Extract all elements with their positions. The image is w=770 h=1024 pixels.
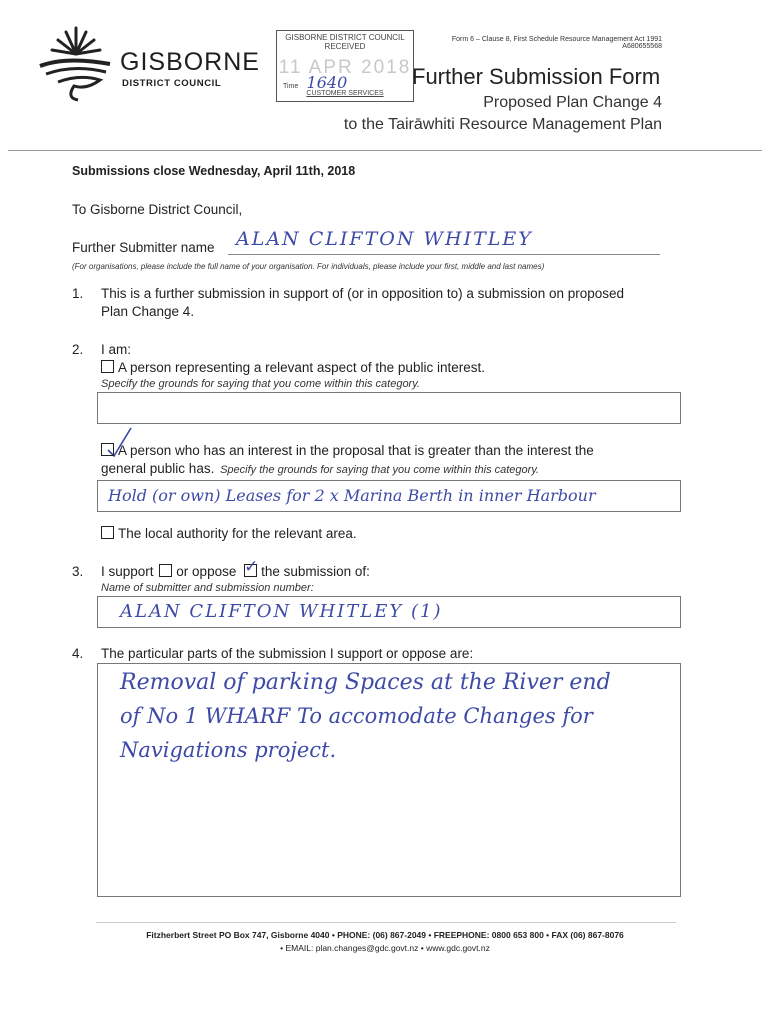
- submission-parts-line-1: Removal of parking Spaces at the River end: [120, 670, 611, 695]
- form-subtitle-plan-change: Proposed Plan Change 4: [483, 94, 662, 111]
- item-3-number: 3.: [72, 564, 84, 579]
- item-2-label: I am:: [101, 342, 132, 357]
- footer-divider: [96, 922, 676, 923]
- stamp-time-label: Time: [283, 83, 299, 90]
- item-4-label: The particular parts of the submission I support or oppose are:: [101, 646, 474, 661]
- option-greater-interest-cont: [101, 461, 539, 476]
- header-divider: [8, 150, 762, 151]
- submitter-reference-field[interactable]: [97, 596, 681, 628]
- greater-interest-checkbox[interactable]: [101, 443, 114, 456]
- greater-interest-grounds-value: Hold (or own) Leases for 2 x Marina Berth in inner Harbour: [108, 486, 596, 505]
- org-name: GISBORNE: [120, 48, 260, 76]
- submitter-name-field[interactable]: [228, 226, 660, 255]
- council-logo-icon: [36, 14, 116, 104]
- support-label: I support: [101, 564, 154, 579]
- stamp-date: 11 APR 2018: [278, 57, 412, 78]
- document-id: A680655568: [622, 43, 662, 50]
- addressee: To Gisborne District Council,: [72, 202, 243, 217]
- local-authority-label: The local authority for the relevant area.: [118, 526, 357, 541]
- support-checkbox[interactable]: [159, 564, 172, 577]
- greater-interest-label: A person who has an interest in the proposal that is greater than the interest the: [118, 443, 594, 458]
- submission-parts-line-2: of No 1 WHARF To accomodate Changes for: [120, 704, 593, 728]
- stamp-department: CUSTOMER SERVICES: [306, 90, 384, 97]
- item-2-number: 2.: [72, 342, 84, 357]
- oppose-checkbox[interactable]: [244, 564, 257, 577]
- form-reference: [426, 36, 662, 50]
- option-public-interest[interactable]: [101, 360, 485, 375]
- submitter-name-note: (For organisations, please include the full name of your organisation. For individuals, please include your first, middle and last names): [72, 262, 545, 271]
- submission-parts-field[interactable]: [97, 663, 681, 897]
- stamp-time-value: 1640: [306, 73, 348, 92]
- item-1-text: This is a further submission in support of (or in opposition to) a submission on proposed: [101, 286, 625, 301]
- submission-deadline: Submissions close Wednesday, April 11th, 2018: [72, 164, 356, 178]
- item-1-text-cont: Plan Change 4.: [101, 304, 195, 319]
- submission-parts-line-3: Navigations project.: [120, 738, 337, 762]
- item-3-line: [101, 564, 370, 579]
- local-authority-checkbox[interactable]: [101, 526, 114, 539]
- received-stamp: [276, 30, 414, 102]
- item-4-number: 4.: [72, 646, 84, 661]
- item-3-spec: Name of submitter and submission number:: [101, 582, 314, 594]
- form-subtitle-plan: to the Tairāwhiti Resource Management Plan: [343, 116, 662, 133]
- greater-interest-spec: Specify the grounds for saying that you come within this category.: [220, 464, 540, 476]
- stamp-received: RECEIVED: [324, 42, 366, 51]
- public-interest-checkbox[interactable]: [101, 360, 114, 373]
- footer-address: Fitzherbert Street PO Box 747, Gisborne 4040 • PHONE: (06) 867-2049 • FREEPHONE: 0800 653 800 • FAX (06) 867-8076: [146, 930, 624, 940]
- submitter-name-value: ALAN CLIFTON WHITLEY: [236, 228, 533, 250]
- item-1-number: 1.: [72, 286, 84, 301]
- public-interest-label: A person representing a relevant aspect of the public interest.: [118, 360, 485, 375]
- submitter-reference-value: ALAN CLIFTON WHITLEY (1): [120, 601, 443, 622]
- oppose-label: or oppose: [176, 564, 237, 579]
- public-interest-grounds-field[interactable]: [97, 392, 681, 424]
- org-subname: DISTRICT COUNCIL: [122, 78, 222, 89]
- form-title: Further Submission Form: [412, 64, 661, 89]
- option-local-authority[interactable]: [101, 526, 357, 541]
- submitter-name-label: Further Submitter name: [72, 240, 215, 255]
- public-interest-spec: Specify the grounds for saying that you come within this category.: [101, 378, 420, 390]
- greater-interest-grounds-field[interactable]: [97, 480, 681, 512]
- footer-contact: • EMAIL: plan.changes@gdc.govt.nz • www.gdc.govt.nz: [280, 943, 490, 953]
- item-3-rest: the submission of:: [261, 564, 370, 579]
- greater-interest-label-cont: general public has.: [101, 461, 215, 476]
- form-clause: Form 6 – Clause 8, First Schedule Resource Management Act 1991: [451, 36, 662, 43]
- stamp-org: GISBORNE DISTRICT COUNCIL: [285, 33, 405, 42]
- option-greater-interest[interactable]: [101, 443, 594, 458]
